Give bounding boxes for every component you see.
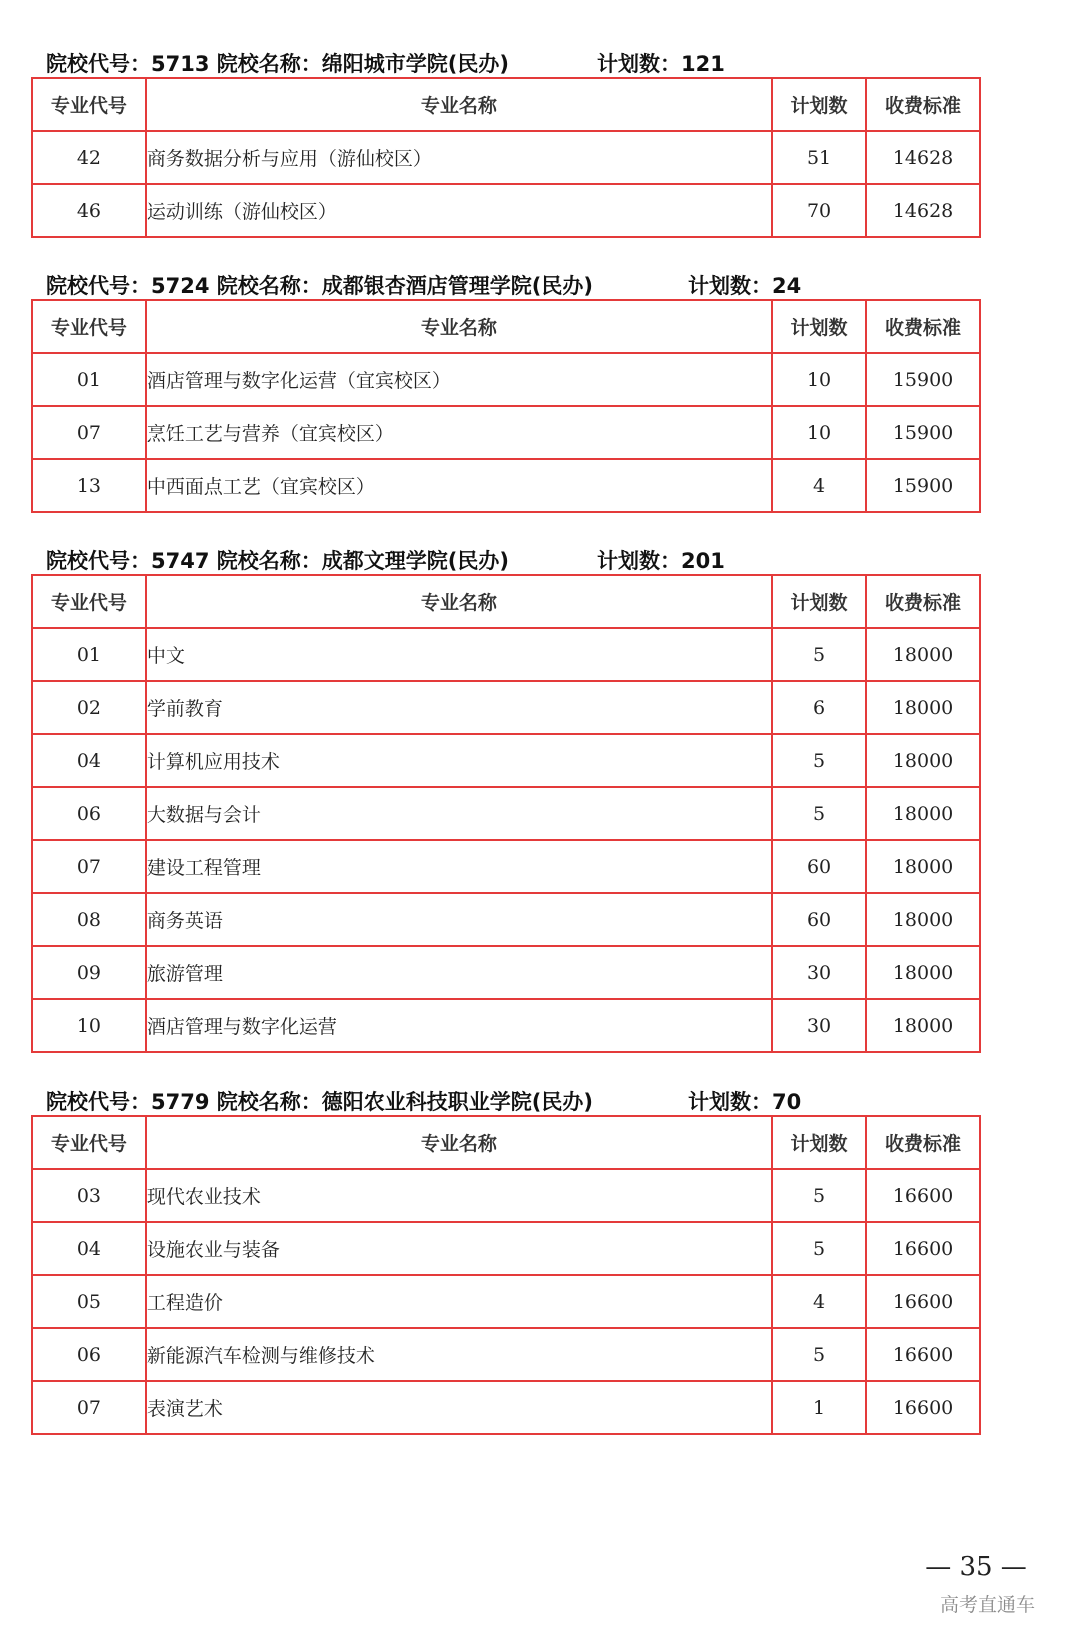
- school-plan-total: 计划数：70: [688, 1090, 802, 1114]
- table-row: [32, 893, 980, 946]
- tuition-fee: 15900: [866, 353, 980, 406]
- column-header-count: 计划数: [772, 300, 866, 353]
- major-name: 新能源汽车检测与维修技术: [146, 1328, 772, 1381]
- column-header-count: 计划数: [772, 1116, 866, 1169]
- major-name: 工程造价: [146, 1275, 772, 1328]
- plan-count: 4: [772, 459, 866, 512]
- tuition-fee: 16600: [866, 1169, 980, 1222]
- major-code: 46: [32, 184, 146, 237]
- column-header-fee: 收费标准: [866, 78, 980, 131]
- plan-count: 30: [772, 946, 866, 999]
- column-header-name: 专业名称: [146, 575, 772, 628]
- major-name: 商务数据分析与应用（游仙校区）: [146, 131, 772, 184]
- table-header-row: [32, 1116, 980, 1169]
- column-header-code: 专业代号: [32, 575, 146, 628]
- major-code: 10: [32, 999, 146, 1052]
- column-header-code: 专业代号: [32, 1116, 146, 1169]
- major-code: 03: [32, 1169, 146, 1222]
- major-name: 建设工程管理: [146, 840, 772, 893]
- tuition-fee: 16600: [866, 1381, 980, 1434]
- plan-count: 5: [772, 734, 866, 787]
- page-footer: [912, 1552, 1062, 1616]
- tuition-fee: 18000: [866, 840, 980, 893]
- plan-count: 4: [772, 1275, 866, 1328]
- major-name: 运动训练（游仙校区）: [146, 184, 772, 237]
- table-row: [32, 734, 980, 787]
- major-code: 09: [32, 946, 146, 999]
- table-header-row: [32, 300, 980, 353]
- major-code: 42: [32, 131, 146, 184]
- school-info: 院校代号：5747 院校名称：成都文理学院(民办): [46, 549, 509, 573]
- major-code: 02: [32, 681, 146, 734]
- major-code: 13: [32, 459, 146, 512]
- major-name: 旅游管理: [146, 946, 772, 999]
- school-header: [46, 1082, 1006, 1116]
- major-code: 06: [32, 787, 146, 840]
- major-table: [31, 77, 981, 238]
- column-header-count: 计划数: [772, 78, 866, 131]
- major-code: 01: [32, 353, 146, 406]
- tuition-fee: 18000: [866, 946, 980, 999]
- plan-count: 10: [772, 353, 866, 406]
- table-row: [32, 459, 980, 512]
- major-code: 07: [32, 1381, 146, 1434]
- table-header-row: [32, 78, 980, 131]
- school-info: 院校代号：5713 院校名称：绵阳城市学院(民办): [46, 52, 509, 76]
- tuition-fee: 18000: [866, 734, 980, 787]
- plan-count: 60: [772, 893, 866, 946]
- tuition-fee: 18000: [866, 681, 980, 734]
- table-row: [32, 1169, 980, 1222]
- plan-count: 30: [772, 999, 866, 1052]
- tuition-fee: 15900: [866, 406, 980, 459]
- plan-count: 6: [772, 681, 866, 734]
- table-row: [32, 1222, 980, 1275]
- table-row: [32, 946, 980, 999]
- school-info: 院校代号：5724 院校名称：成都银杏酒店管理学院(民办): [46, 274, 593, 298]
- table-row: [32, 681, 980, 734]
- plan-count: 5: [772, 628, 866, 681]
- major-code: 07: [32, 840, 146, 893]
- major-name: 烹饪工艺与营养（宜宾校区）: [146, 406, 772, 459]
- plan-count: 5: [772, 1328, 866, 1381]
- tuition-fee: 14628: [866, 184, 980, 237]
- major-table: [31, 574, 981, 1053]
- column-header-count: 计划数: [772, 575, 866, 628]
- major-name: 商务英语: [146, 893, 772, 946]
- major-name: 中西面点工艺（宜宾校区）: [146, 459, 772, 512]
- major-name: 设施农业与装备: [146, 1222, 772, 1275]
- table-row: [32, 787, 980, 840]
- table-row: [32, 1381, 980, 1434]
- page-number: — 35 —: [925, 1552, 1027, 1582]
- column-header-name: 专业名称: [146, 300, 772, 353]
- major-code: 07: [32, 406, 146, 459]
- column-header-fee: 收费标准: [866, 1116, 980, 1169]
- tuition-fee: 16600: [866, 1222, 980, 1275]
- column-header-fee: 收费标准: [866, 300, 980, 353]
- plan-count: 60: [772, 840, 866, 893]
- plan-count: 51: [772, 131, 866, 184]
- plan-count: 5: [772, 1169, 866, 1222]
- table-row: [32, 628, 980, 681]
- tuition-fee: 16600: [866, 1328, 980, 1381]
- major-name: 学前教育: [146, 681, 772, 734]
- plan-count: 5: [772, 787, 866, 840]
- major-name: 现代农业技术: [146, 1169, 772, 1222]
- plan-count: 1: [772, 1381, 866, 1434]
- school-header: [46, 266, 1006, 300]
- major-code: 04: [32, 734, 146, 787]
- school-plan-total: 计划数：201: [597, 549, 725, 573]
- school-info: 院校代号：5779 院校名称：德阳农业科技职业学院(民办): [46, 1090, 593, 1114]
- table-row: [32, 840, 980, 893]
- school-header: [46, 541, 1006, 575]
- watermark-text: 高考直通车: [940, 1594, 1036, 1616]
- table-row: [32, 1275, 980, 1328]
- major-name: 表演艺术: [146, 1381, 772, 1434]
- column-header-fee: 收费标准: [866, 575, 980, 628]
- school-plan-total: 计划数：24: [688, 274, 802, 298]
- tuition-fee: 18000: [866, 628, 980, 681]
- column-header-name: 专业名称: [146, 78, 772, 131]
- major-code: 08: [32, 893, 146, 946]
- plan-count: 70: [772, 184, 866, 237]
- table-row: [32, 353, 980, 406]
- tuition-fee: 18000: [866, 999, 980, 1052]
- tuition-fee: 16600: [866, 1275, 980, 1328]
- major-name: 大数据与会计: [146, 787, 772, 840]
- column-header-code: 专业代号: [32, 78, 146, 131]
- table-header-row: [32, 575, 980, 628]
- major-table: [31, 1115, 981, 1435]
- major-code: 06: [32, 1328, 146, 1381]
- major-name: 酒店管理与数字化运营: [146, 999, 772, 1052]
- major-name: 中文: [146, 628, 772, 681]
- school-plan-total: 计划数：121: [597, 52, 725, 76]
- tuition-fee: 18000: [866, 893, 980, 946]
- table-row: [32, 131, 980, 184]
- table-row: [32, 1328, 980, 1381]
- table-row: [32, 406, 980, 459]
- tuition-fee: 14628: [866, 131, 980, 184]
- major-code: 05: [32, 1275, 146, 1328]
- major-name: 计算机应用技术: [146, 734, 772, 787]
- major-name: 酒店管理与数字化运营（宜宾校区）: [146, 353, 772, 406]
- major-table: [31, 299, 981, 513]
- tuition-fee: 18000: [866, 787, 980, 840]
- column-header-code: 专业代号: [32, 300, 146, 353]
- column-header-name: 专业名称: [146, 1116, 772, 1169]
- tuition-fee: 15900: [866, 459, 980, 512]
- school-header: [46, 44, 1006, 78]
- table-row: [32, 999, 980, 1052]
- plan-count: 10: [772, 406, 866, 459]
- major-code: 01: [32, 628, 146, 681]
- plan-count: 5: [772, 1222, 866, 1275]
- table-row: [32, 184, 980, 237]
- major-code: 04: [32, 1222, 146, 1275]
